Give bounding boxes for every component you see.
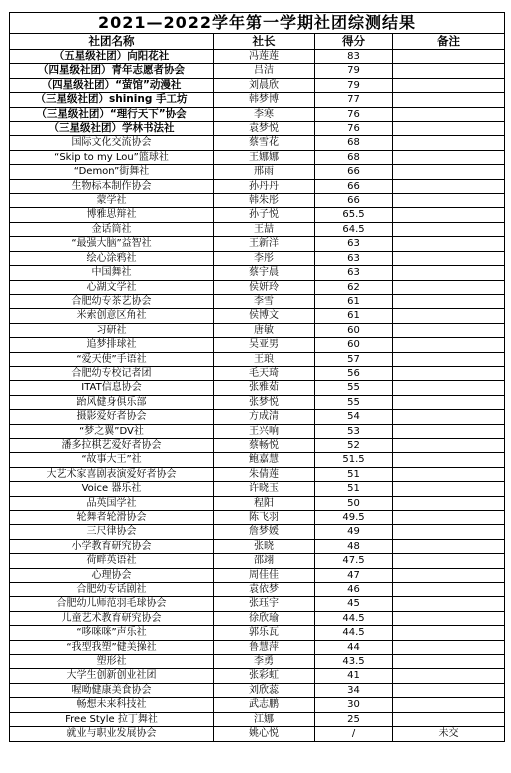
leader-cell: 侯妍玲 [214,280,315,294]
score-cell: 63 [315,251,393,265]
leader-cell: 李彤 [214,251,315,265]
note-cell [393,669,505,683]
table-row [10,568,505,582]
leader-cell: 张珏宇 [214,597,315,611]
table-row [10,554,505,568]
table-row [10,511,505,525]
note-cell [393,640,505,654]
score-cell: 41 [315,669,393,683]
note-cell [393,525,505,539]
header-club-name: 社团名称 [10,34,214,50]
leader-cell: 张梦悦 [214,395,315,409]
leader-cell: 许晓玉 [214,482,315,496]
club-name-cell: 荷畔英语社 [10,554,214,568]
club-name-cell: （五星级社团）向阳花社 [10,50,214,64]
club-name-cell: （三星级社团）学林书法社 [10,122,214,136]
club-name-cell: 摄影爱好者协会 [10,410,214,424]
score-cell: 49.5 [315,511,393,525]
table-row [10,237,505,251]
score-cell: / [315,727,393,741]
club-name-cell: “Skip to my Lou”篮球社 [10,150,214,164]
note-cell [393,655,505,669]
club-name-cell: 合肥幼儿师范羽毛球协会 [10,597,214,611]
club-name-cell: 生物标本制作协会 [10,179,214,193]
club-name-cell: 畅想未来科技社 [10,698,214,712]
club-name-cell: 小学教育研究协会 [10,539,214,553]
note-cell [393,280,505,294]
table-row [10,251,505,265]
note-cell [393,136,505,150]
leader-cell: 王琅 [214,352,315,366]
table-row [10,381,505,395]
leader-cell: 邢雨 [214,165,315,179]
score-cell: 48 [315,539,393,553]
score-cell: 51.5 [315,453,393,467]
leader-cell: 王兴响 [214,424,315,438]
club-name-cell: 追梦排球社 [10,338,214,352]
club-name-cell: “Demon”街舞社 [10,165,214,179]
club-name-cell: 跆风健身俱乐部 [10,395,214,409]
score-cell: 44 [315,640,393,654]
leader-cell: 刘欣蕊 [214,683,315,697]
leader-cell: 孙丹丹 [214,179,315,193]
leader-cell: 蔡畅悦 [214,438,315,452]
table-row [10,727,505,741]
leader-cell: 郭乐瓦 [214,626,315,640]
leader-cell: 李勇 [214,655,315,669]
header-score: 得分 [315,34,393,50]
table-row [10,78,505,92]
table-row [10,683,505,697]
leader-cell: 程阳 [214,496,315,510]
note-cell [393,179,505,193]
note-cell [393,208,505,222]
note-cell [393,467,505,481]
table-row [10,194,505,208]
score-cell: 62 [315,280,393,294]
table-row [10,583,505,597]
club-name-cell: 合肥幼专茶艺协会 [10,294,214,308]
table-row [10,323,505,337]
score-cell: 60 [315,338,393,352]
score-cell: 25 [315,712,393,726]
note-cell [393,309,505,323]
note-cell: 未交 [393,727,505,741]
note-cell [393,438,505,452]
note-cell [393,511,505,525]
leader-cell: 武志鹏 [214,698,315,712]
note-cell [393,194,505,208]
club-name-cell: 大艺术家喜剧表演爱好者协会 [10,467,214,481]
club-name-cell: 儿童艺术教育研究协会 [10,611,214,625]
score-cell: 55 [315,395,393,409]
score-cell: 65.5 [315,208,393,222]
note-cell [393,482,505,496]
score-cell: 47.5 [315,554,393,568]
leader-cell: 朱倩莲 [214,467,315,481]
leader-cell: 陈飞羽 [214,511,315,525]
leader-cell: 姚心悦 [214,727,315,741]
leader-cell: 唐敏 [214,323,315,337]
score-cell: 61 [315,294,393,308]
score-cell: 66 [315,165,393,179]
note-cell [393,107,505,121]
score-cell: 77 [315,93,393,107]
leader-cell: 侯博文 [214,309,315,323]
club-name-cell: 国际文化交流协会 [10,136,214,150]
score-cell: 68 [315,136,393,150]
table-row [10,698,505,712]
table-row [10,352,505,366]
club-name-cell: Free Style 拉丁舞社 [10,712,214,726]
club-name-cell: 绘心涂鸦社 [10,251,214,265]
leader-cell: 袁梦悦 [214,122,315,136]
score-cell: 66 [315,194,393,208]
score-cell: 47 [315,568,393,582]
title-row [10,13,505,34]
table-row [10,179,505,193]
table-row [10,366,505,380]
note-cell [393,424,505,438]
leader-cell: 孙子悦 [214,208,315,222]
leader-cell: 张彩虹 [214,669,315,683]
table-row [10,266,505,280]
score-cell: 56 [315,366,393,380]
leader-cell: 鲍嘉慧 [214,453,315,467]
leader-cell: 吴亚男 [214,338,315,352]
leader-cell: 毛天琦 [214,366,315,380]
note-cell [393,50,505,64]
club-name-cell: 博雅思辩社 [10,208,214,222]
score-cell: 43.5 [315,655,393,669]
note-cell [393,554,505,568]
club-name-cell: Voice 器乐社 [10,482,214,496]
table-row [10,395,505,409]
leader-cell: 徐欣瑜 [214,611,315,625]
score-cell: 61 [315,309,393,323]
results-sheet [9,12,504,742]
table-row [10,309,505,323]
club-name-cell: 合肥幼专话剧社 [10,583,214,597]
note-cell [393,93,505,107]
club-name-cell: 米索创意区角社 [10,309,214,323]
note-cell [393,381,505,395]
club-name-cell: 就业与职业发展协会 [10,727,214,741]
note-cell [393,338,505,352]
leader-cell: 张雅茹 [214,381,315,395]
leader-cell: 邵翊 [214,554,315,568]
leader-cell: 周佳佳 [214,568,315,582]
table-row [10,280,505,294]
leader-cell: 蔡宇晨 [214,266,315,280]
club-name-cell: 心湖文学社 [10,280,214,294]
club-name-cell: （三星级社团）shining 手工坊 [10,93,214,107]
leader-cell: 江娜 [214,712,315,726]
note-cell [393,237,505,251]
page-title: 2021—2022学年第一学期社团综测结果 [10,13,505,34]
club-name-cell: 大学生创新创业社团 [10,669,214,683]
score-cell: 63 [315,266,393,280]
leader-cell: 冯莲莲 [214,50,315,64]
score-cell: 55 [315,381,393,395]
leader-cell: 詹梦媛 [214,525,315,539]
score-cell: 76 [315,122,393,136]
leader-cell: 吕洁 [214,64,315,78]
table-row [10,496,505,510]
score-cell: 54 [315,410,393,424]
club-name-cell: “我型我塑”健美操社 [10,640,214,654]
note-cell [393,611,505,625]
leader-cell: 方成清 [214,410,315,424]
header-leader: 社长 [214,34,315,50]
table-row [10,136,505,150]
note-cell [393,626,505,640]
club-name-cell: 三尺律协会 [10,525,214,539]
table-row [10,669,505,683]
table-row [10,539,505,553]
table-row [10,438,505,452]
note-cell [393,395,505,409]
score-cell: 44.5 [315,611,393,625]
score-cell: 46 [315,583,393,597]
header-row [10,34,505,50]
results-table [9,12,505,742]
note-cell [393,366,505,380]
club-name-cell: （三星级社团）“理行天下”协会 [10,107,214,121]
club-name-cell: “梦之翼”DV社 [10,424,214,438]
club-name-cell: 心理协会 [10,568,214,582]
note-cell [393,266,505,280]
note-cell [393,251,505,265]
score-cell: 50 [315,496,393,510]
table-row [10,338,505,352]
table-row [10,150,505,164]
table-row [10,525,505,539]
note-cell [393,568,505,582]
note-cell [393,352,505,366]
score-cell: 60 [315,323,393,337]
score-cell: 45 [315,597,393,611]
club-name-cell: （四星级社团）“萤馆”动漫社 [10,78,214,92]
table-row [10,611,505,625]
club-name-cell: 习研社 [10,323,214,337]
note-cell [393,683,505,697]
note-cell [393,222,505,236]
score-cell: 30 [315,698,393,712]
club-name-cell: “最强大脑”益智社 [10,237,214,251]
leader-cell: 张晓 [214,539,315,553]
leader-cell: 刘晨欣 [214,78,315,92]
club-name-cell: 品英国学社 [10,496,214,510]
leader-cell: 韩朱彤 [214,194,315,208]
note-cell [393,712,505,726]
table-row [10,640,505,654]
leader-cell: 李寒 [214,107,315,121]
note-cell [393,323,505,337]
note-cell [393,698,505,712]
score-cell: 34 [315,683,393,697]
club-name-cell: “故事大王”社 [10,453,214,467]
note-cell [393,64,505,78]
score-cell: 52 [315,438,393,452]
note-cell [393,294,505,308]
club-name-cell: 潘多拉棋艺爱好者协会 [10,438,214,452]
table-row [10,655,505,669]
table-row [10,712,505,726]
table-row [10,50,505,64]
leader-cell: 王喆 [214,222,315,236]
table-row [10,424,505,438]
note-cell [393,496,505,510]
score-cell: 64.5 [315,222,393,236]
leader-cell: 蔡雪花 [214,136,315,150]
table-row [10,453,505,467]
table-row [10,597,505,611]
score-cell: 49 [315,525,393,539]
leader-cell: 韩梦博 [214,93,315,107]
table-row [10,122,505,136]
score-cell: 79 [315,78,393,92]
note-cell [393,122,505,136]
leader-cell: 王新洋 [214,237,315,251]
club-name-cell: （四星级社团）青年志愿者协会 [10,64,214,78]
note-cell [393,410,505,424]
table-row [10,64,505,78]
header-note: 备注 [393,34,505,50]
score-cell: 63 [315,237,393,251]
score-cell: 66 [315,179,393,193]
table-row [10,208,505,222]
club-name-cell: 蒙学社 [10,194,214,208]
note-cell [393,597,505,611]
table-row [10,626,505,640]
table-row [10,222,505,236]
leader-cell: 李雪 [214,294,315,308]
club-name-cell: 塑形社 [10,655,214,669]
note-cell [393,78,505,92]
leader-cell: 王娜娜 [214,150,315,164]
note-cell [393,150,505,164]
table-row [10,482,505,496]
table-row [10,165,505,179]
club-name-cell: 轮舞者轮滑协会 [10,511,214,525]
table-row [10,93,505,107]
score-cell: 68 [315,150,393,164]
note-cell [393,165,505,179]
score-cell: 76 [315,107,393,121]
leader-cell: 袁依梦 [214,583,315,597]
note-cell [393,539,505,553]
club-name-cell: 合肥幼专校记者团 [10,366,214,380]
club-name-cell: “哆咪咪”声乐社 [10,626,214,640]
table-row [10,410,505,424]
table-row [10,294,505,308]
score-cell: 57 [315,352,393,366]
score-cell: 83 [315,50,393,64]
club-name-cell: “爱天使”手语社 [10,352,214,366]
note-cell [393,583,505,597]
club-name-cell: 喔呦健康美食协会 [10,683,214,697]
score-cell: 44.5 [315,626,393,640]
note-cell [393,453,505,467]
club-name-cell: 中国舞社 [10,266,214,280]
table-row [10,467,505,481]
leader-cell: 鲁慧萍 [214,640,315,654]
table-row [10,107,505,121]
club-name-cell: 金话筒社 [10,222,214,236]
score-cell: 51 [315,482,393,496]
score-cell: 53 [315,424,393,438]
club-name-cell: ITAT信息协会 [10,381,214,395]
score-cell: 79 [315,64,393,78]
score-cell: 51 [315,467,393,481]
